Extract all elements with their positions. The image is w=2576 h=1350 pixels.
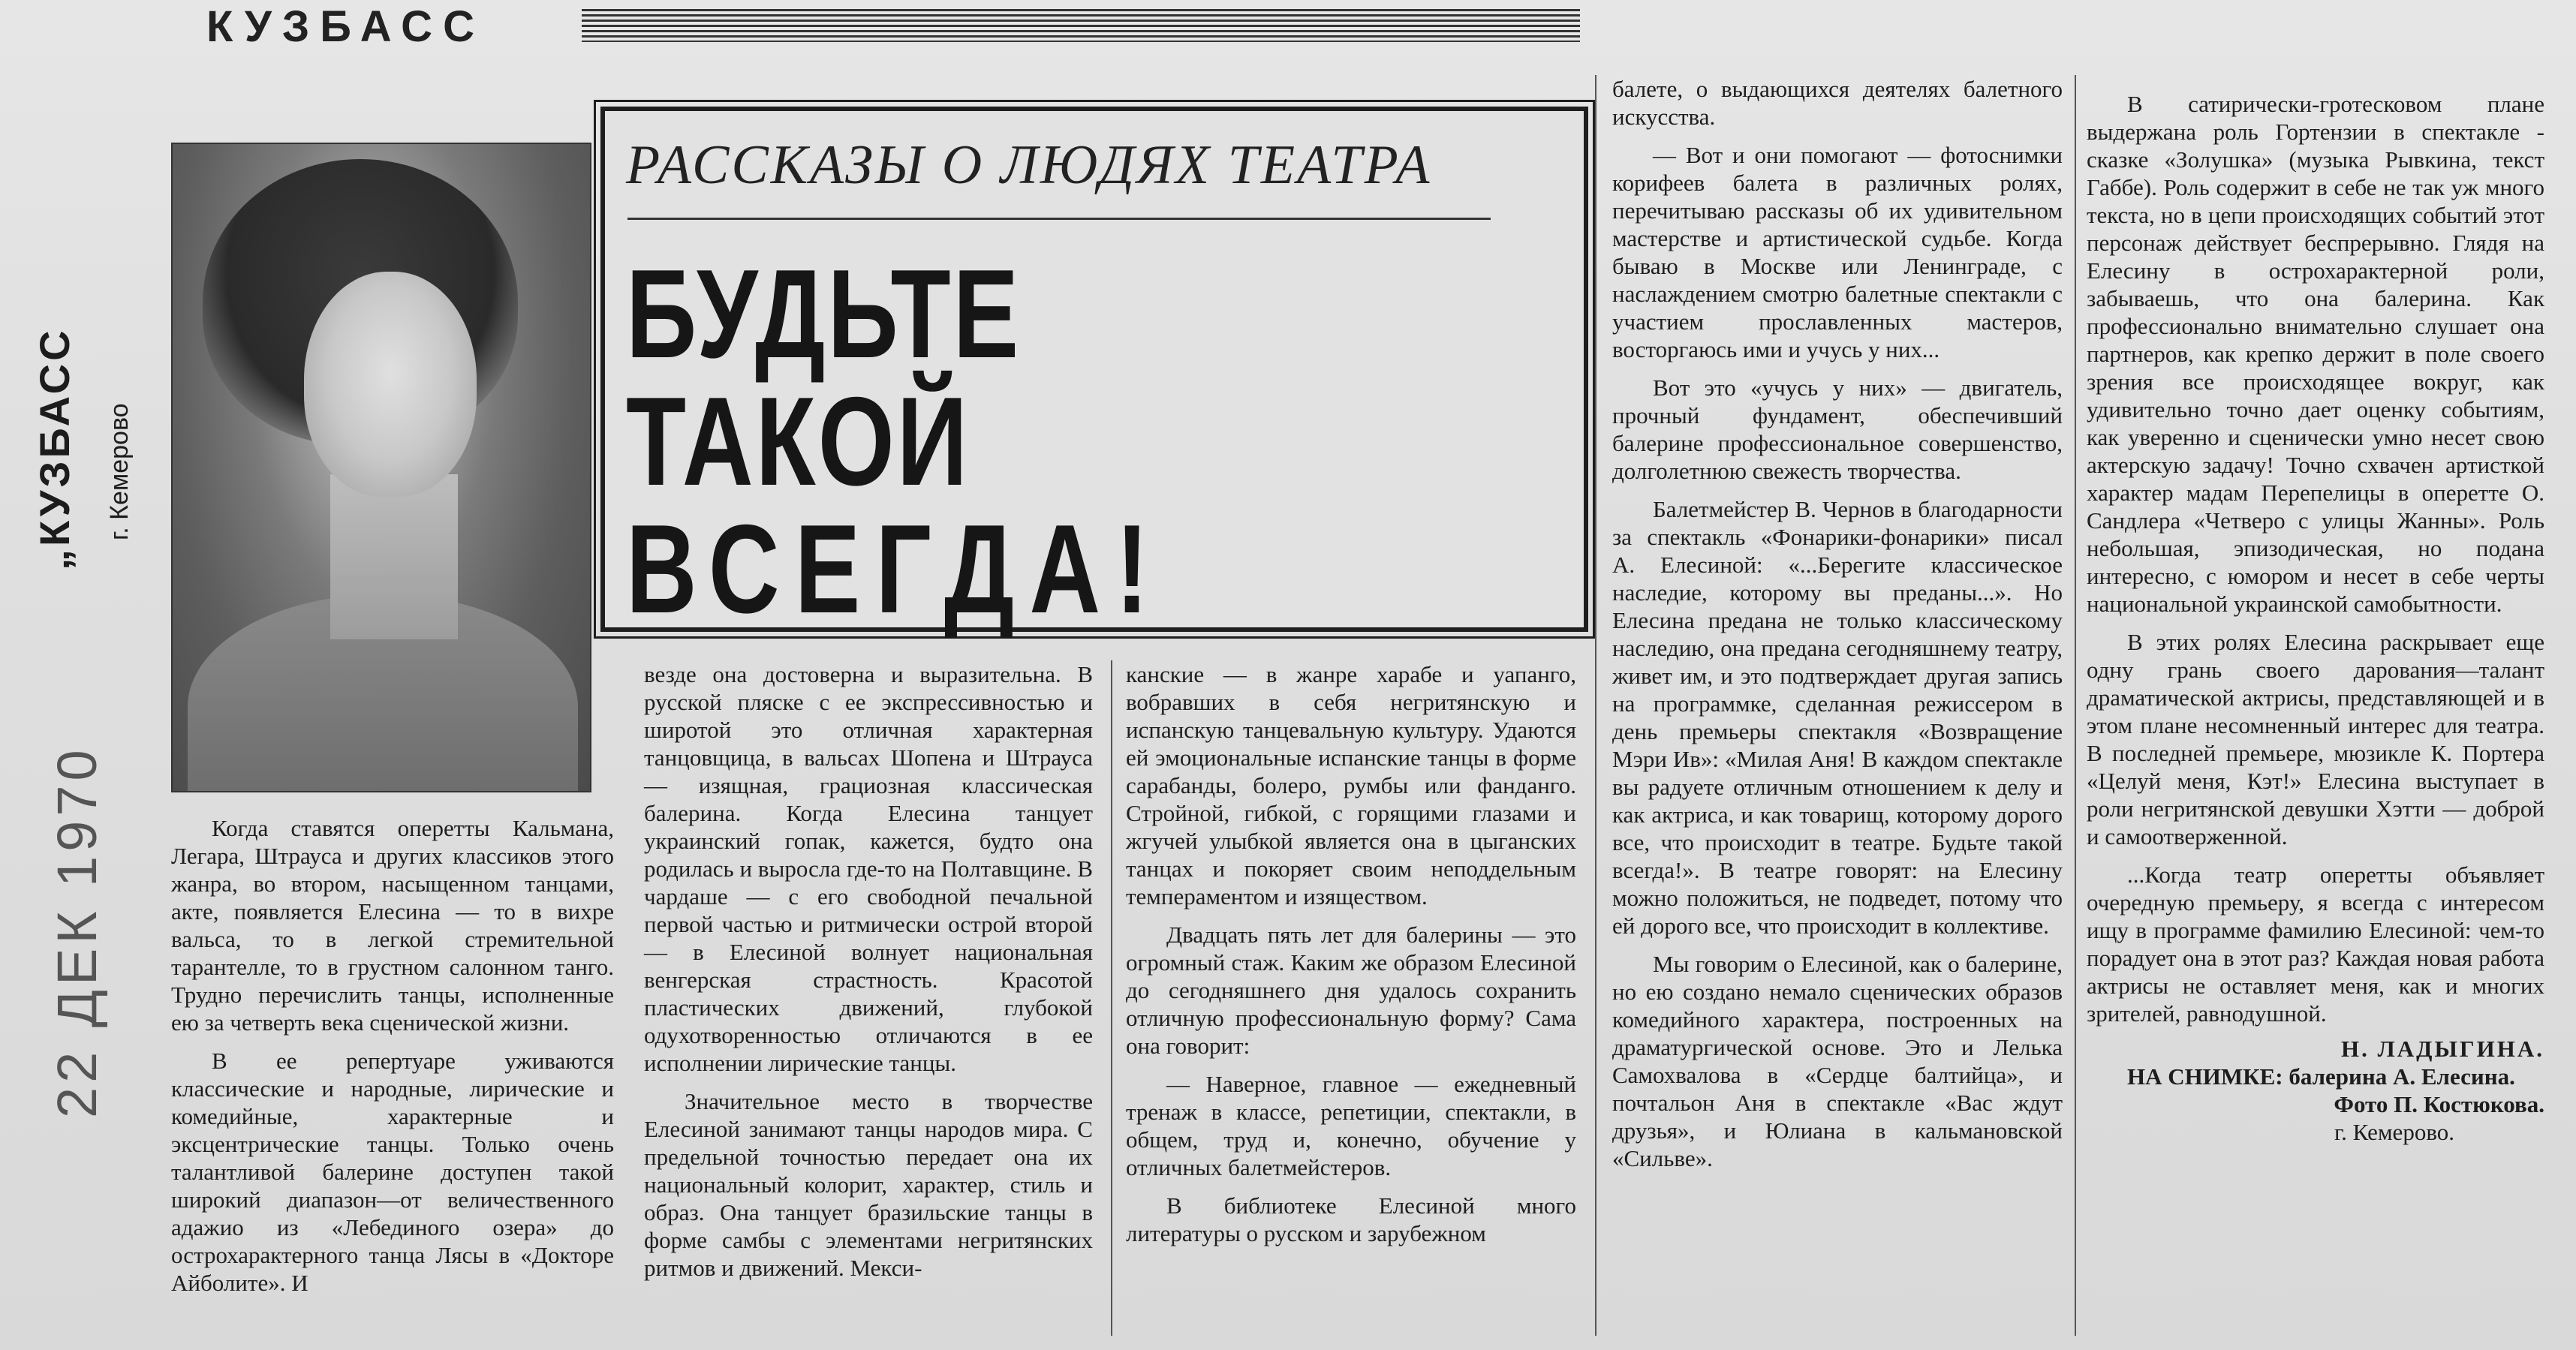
stamp-city: г. Кемерово — [105, 403, 134, 540]
paragraph: Мы говорим о Елесиной, как о балерине, но ею создано немало сценических образов комедийного характера, построенных на драматургической основе. Это и Лелька Самохвалова в «Сердце балтийца», и почтальон Аня в спектакле «Вас ждут друзья», и Юлиана в кальмановской «Сильве». — [1612, 951, 2063, 1171]
paragraph: — Наверное, главное — ежедневный тренаж в классе, репетиции, спектакли, в общем, труд и, конечно, обучение у отличных балетмейстеров. — [1126, 1071, 1576, 1180]
photo-caption: НА СНИМКЕ: балерина А. Елесина. — [2127, 1063, 2515, 1090]
column-rule — [1111, 660, 1112, 1336]
masthead — [206, 0, 485, 53]
column-4 — [1612, 75, 2063, 1172]
paragraph: балете, о выдающихся деятелях балетного искусства. — [1612, 76, 2063, 130]
paragraph: Значительное место в творчестве Елесиной занимают танцы народов мира. С предельной точностью передает она их национальный колорит, характер, стиль и образ. Она танцует бразильские танцы в форме самбы с элементами негритянских ритмов и движений. Мекси- — [644, 1088, 1093, 1281]
paragraph: В библиотеке Елесиной много литературы о русском и зарубежном — [1126, 1192, 1576, 1246]
column-5 — [2087, 90, 2544, 1146]
paragraph: Когда ставятся оперетты Кальмана, Легара, Штрауса и других классиков этого жанра, во втором, насыщенном танцами, акте, появляется Елесина — то в вихре вальса, то в легкой стремительной тарантелле, то в грустном салонном танго. Трудно перечислить танцы, исполненные ею за четверть века сценической жизни. — [171, 815, 614, 1036]
column-1 — [171, 814, 614, 1297]
headline-box — [600, 107, 1588, 639]
paragraph: Вот это «учусь у них» — двигатель, прочный фундамент, обеспечивший балерине профессиональное совершенство, долголетнюю свежесть творчества. — [1612, 374, 2063, 484]
rubric-underline — [627, 218, 1491, 220]
photo-credit: Фото П. Костюкова. — [2334, 1091, 2544, 1117]
paragraph: канские — в жанре харабе и уапанго, вобравших в себя негритянскую и испанскую танцевальную культуру. Удаются ей эмоциональные испанские танцы в форме сарабанды, болеро, румбы или фанданго. Стройной, гибкой, с горящими глазами и жгучей улыбкой является она в цыганских танцах и покоряет своим неподдельным темпераментом и изяществом. — [1126, 661, 1576, 910]
stamp-paper-name: „КУЗБАСС — [31, 327, 78, 570]
paragraph: везде она достоверна и выразительна. В русской пляске с ее экспрессивностью и широтой это отличная характерная танцовщица, в вальсах Шопена и Штрауса — изящная, грациозная классическая балерина. Когда Елесина танцует украинский гопак, кажется, будто она родилась и выросла где-то на Полтавщине. В чардаше — с его свободной печальной первой частью и ритмически острой второй — в Елесиной волнует национальная венгерская страстность. Красотой пластических движений, глубокой одухотворенностью отличаются в ее исполнении лирические танцы. — [644, 661, 1093, 1076]
stamp-date: 22 ДЕК 1970 — [46, 745, 108, 1118]
column-2 — [644, 660, 1093, 1282]
column-rule — [2075, 75, 2076, 1336]
paragraph: В этих ролях Елесина раскрывает еще одну грань своего дарования—талант драматической актрисы, представляющей и в этом плане несомненный интерес для театра. В последней премьере, мюзикле К. Портера «Целуй меня, Кэт!» Елесина выступает в роли негритянской девушки Хэтти — доброй и самоотверженной. — [2087, 629, 2544, 849]
column-rule — [1595, 75, 1596, 1336]
paragraph: В ее репертуаре уживаются классические и народные, лирические и комедийные, характерные и эксцентрические танцы. Только очень талантливой балерине доступен такой широкий диапазон—от величественного адажио из «Лебединого озера» до острохарактерного танца Лясы в «Докторе Айболите». И — [171, 1048, 614, 1296]
paragraph: Двадцать пять лет для балерины — это огромный стаж. Каким же образом Елесиной до сегодняшнего дня удалось сохранить отличную профессиональную форму? Сама она говорит: — [1126, 922, 1576, 1059]
author-signature: Н. ЛАДЫГИНА. — [2341, 1036, 2544, 1062]
article-title — [626, 243, 1370, 639]
column-3 — [1126, 660, 1576, 1247]
paragraph: — Вот и они помогают — фотоснимки корифеев балета в различных ролях, перечитываю рассказы об их удивительном мастерстве и артистической судьбе. Когда бываю в Москве или Ленинграде, с наслаждением смотрю балетные спектакли с участием прославленных мастеров, восторгаюсь ими и учусь у них... — [1612, 142, 2063, 362]
title-line-1: БУДЬТЕ ТАКОЙ — [626, 243, 1022, 512]
archive-stamp — [23, 150, 143, 1118]
newspaper-name: КУЗБАСС — [206, 2, 485, 51]
ballerina-photo — [171, 143, 591, 792]
rubric: РАССКАЗЫ О ЛЮДЯХ ТЕАТРА — [626, 134, 1432, 196]
paragraph: В сатирически-гротесковом плане выдержана роль Гортензии в спектакле - сказке «Золушка» (музыка Рывкина, текст Габбе). Роль содержит в себе не так уж много текста, но в цепи происходящих событий этот персонаж действует беспрерывно. Глядя на Елесину в острохарактерной роли, забываешь, что она балерина. Как профессионально внимательно слушает она партнеров, как крепко держит в поле своего зрения все происходящее вокруг, как удивительно точно дает оценку событиям, как уверенно и сценически умно несет свою актерскую задачу! Точно схвачен артисткой характер мадам Перепелицы в оперетте О. Сандлера «Четверо с улицы Жанны». Роль небольшая, эпизодическая, но подана интересно, с юмором и несет в себе черты национальной украинской самобытности. — [2087, 91, 2544, 617]
masthead-rule — [582, 9, 1580, 42]
paragraph: Балетмейстер В. Чернов в благодарности за спектакль «Фонарики-фонарики» писал А. Елесиной: «...Берегите классическое наследие, которому вы преданы...». Но Елесина предана не только классическому наследию, она предана сегодняшнему театру, живет им, и это подтверждает другая запись на программке, сделанная режиссером в день премьеры спектакля «Возвращение Мэри Ив»: «Милая Аня! В каждом спектакле вы радуете отличным отношением к делу и как актриса, и как товарищ, которому дорого все, что происходит в театре. Будьте такой всегда!». В театре говорят: на Елесину можно положиться, не подведет, потому что ей дорого все, что происходит в коллективе. — [1612, 496, 2063, 939]
title-line-2: ВСЕГДА! — [626, 498, 1164, 639]
photo-credit-city: г. Кемерово. — [2334, 1119, 2454, 1145]
paragraph: ...Когда театр оперетты объявляет очередную премьеру, я всегда с интересом ищу в программе фамилию Елесиной: чем-то порадует она в этот раз? Каждая новая работа актрисы не оставляет меня, как и многих зрителей, равнодушной. — [2087, 861, 2544, 1027]
